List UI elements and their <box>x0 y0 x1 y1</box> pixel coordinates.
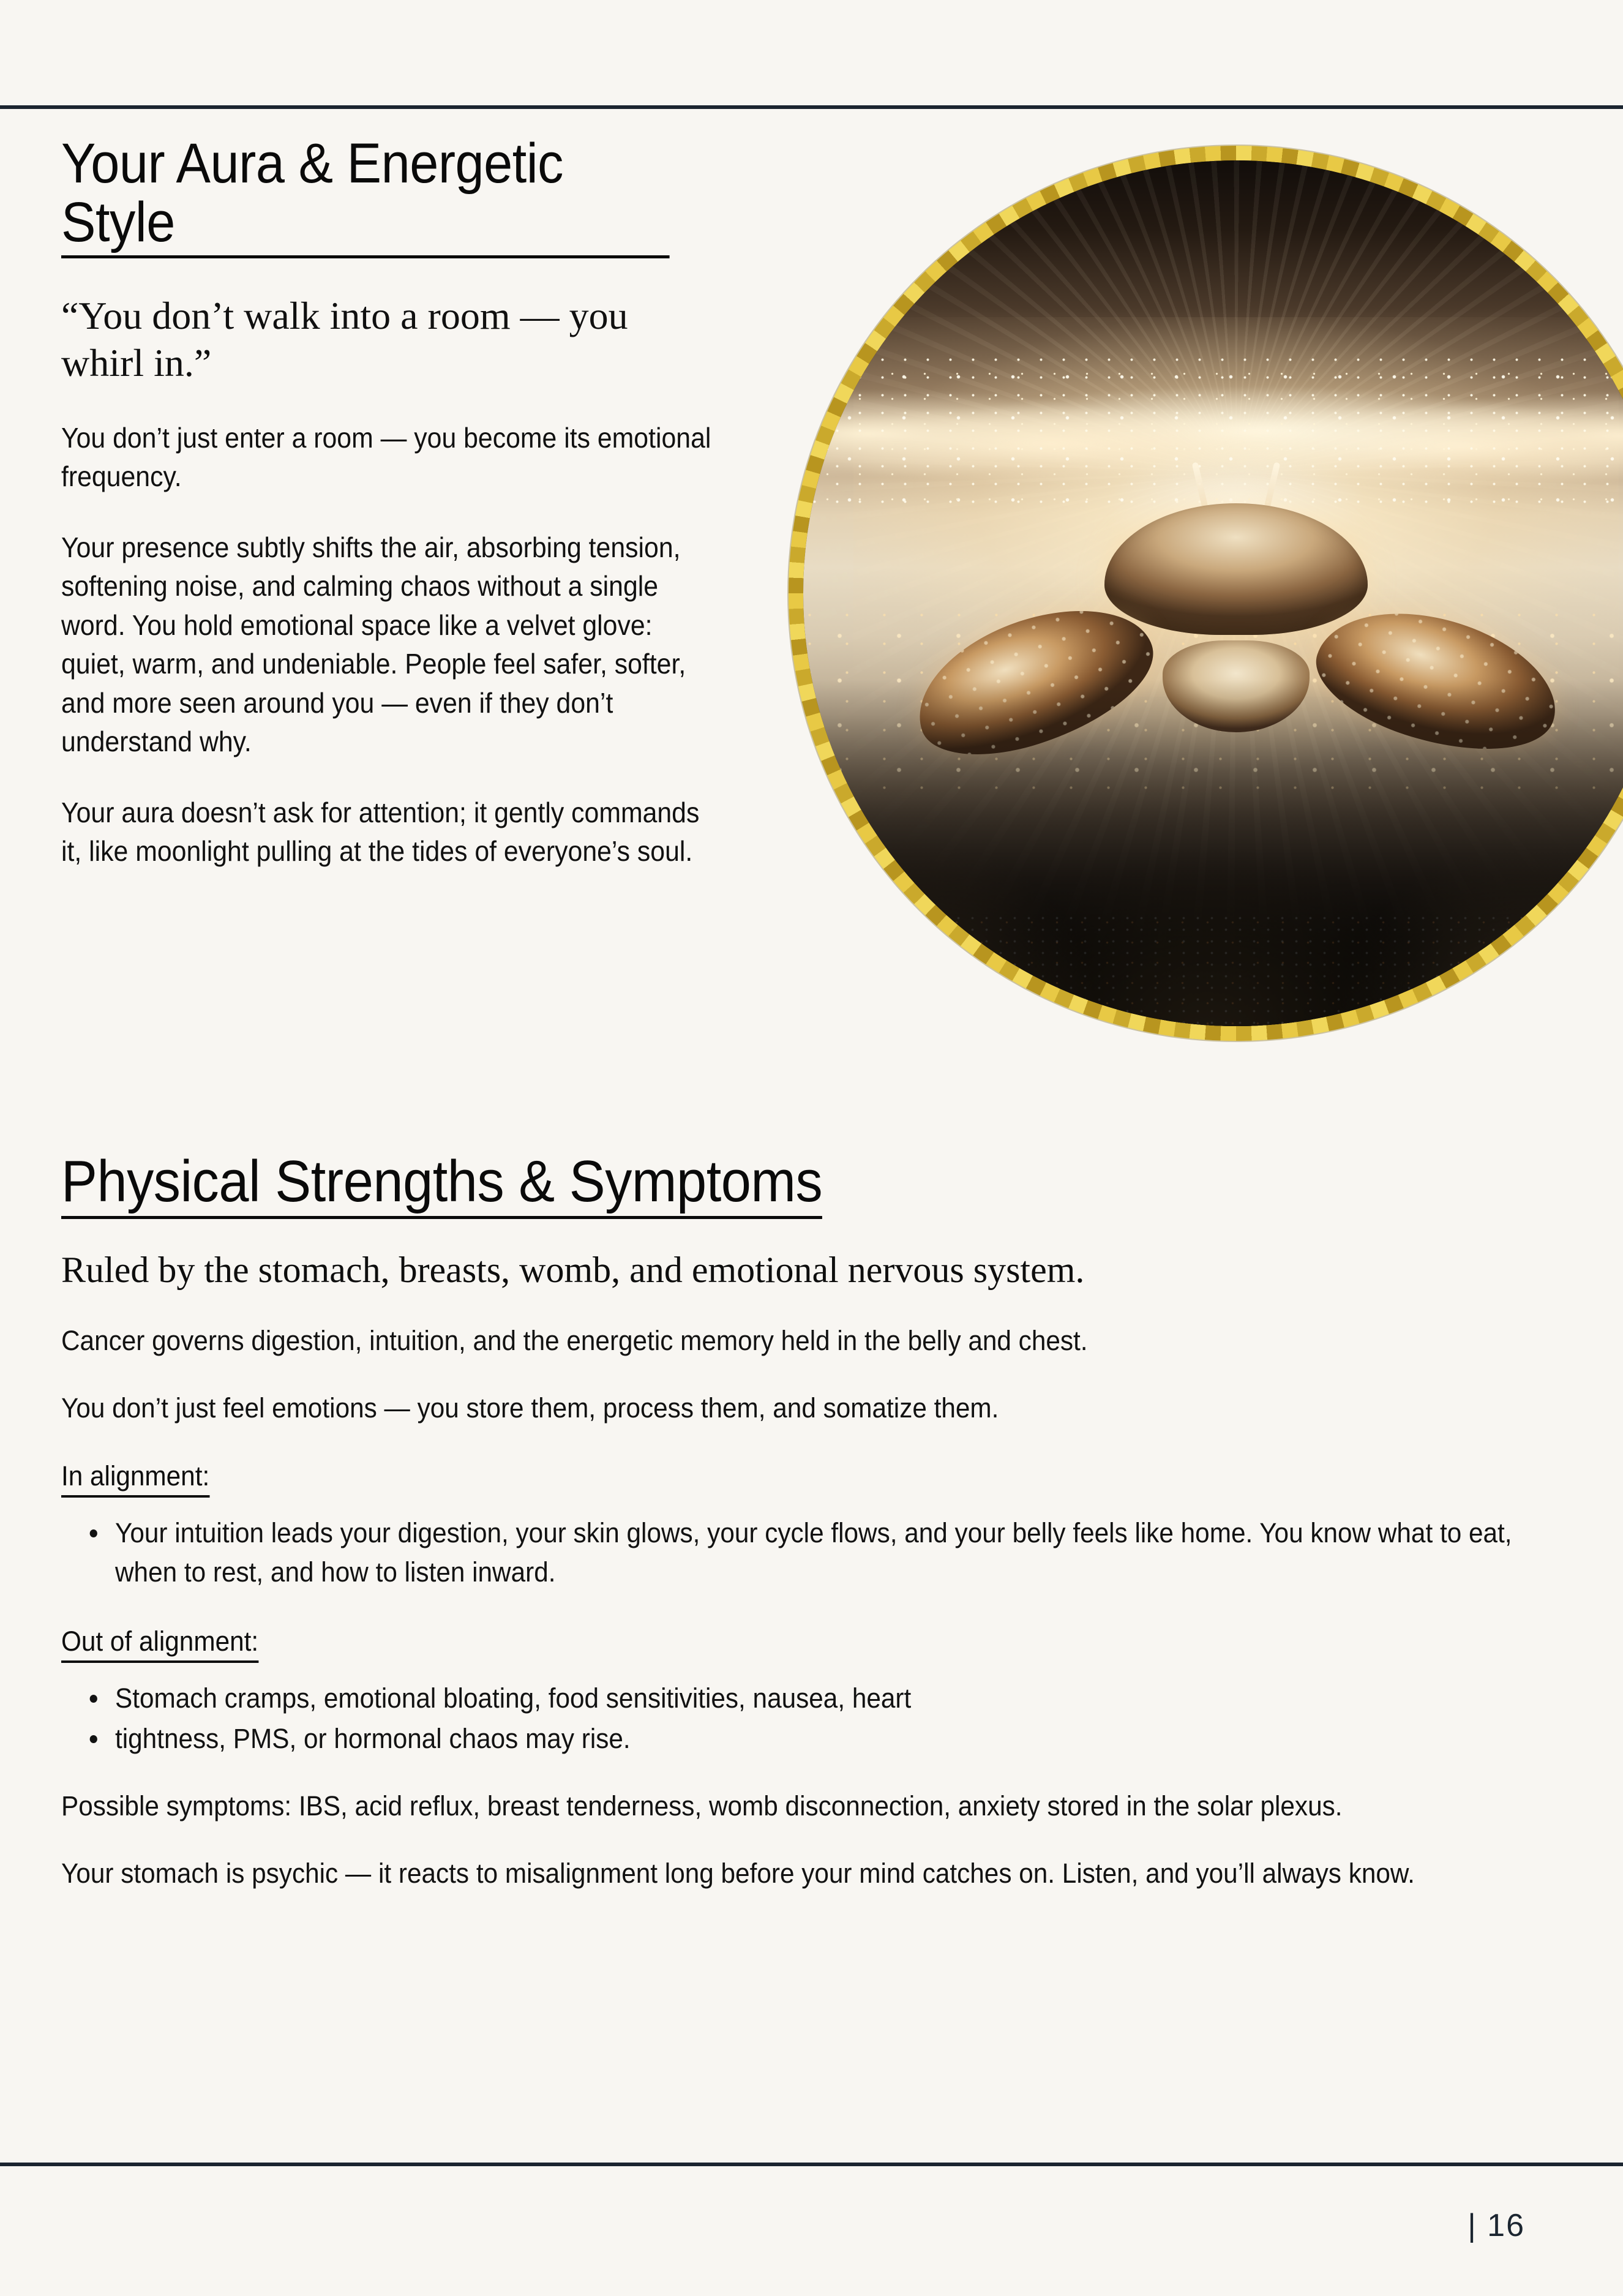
physical-closing-paragraph-2: Your stomach is psychic — it reacts to misalignment long before your mind catches on. Listen, and you’ll always know. <box>61 1858 1415 1889</box>
footer-rule <box>0 2163 1623 2166</box>
aura-paragraph-3: Your aura doesn’t ask for attention; it gently commands it, like moonlight pulling at the tides of everyone’s soul. <box>61 796 700 868</box>
physical-section-heading: Physical Strengths & Symptoms <box>61 1151 822 1219</box>
reef-texture <box>803 912 1623 1026</box>
aura-text-column <box>61 132 722 871</box>
aura-section-heading: Your Aura & Energetic Style <box>61 135 670 258</box>
aura-pull-quote: “You don’t walk into a room — you whirl in.” <box>61 294 628 385</box>
physical-intro-paragraph-1: Cancer governs digestion, intuition, and the energetic memory held in the belly and chest. <box>61 1324 1088 1356</box>
list-item: Stomach cramps, emotional bloating, food sensitivities, nausea, heart <box>115 1679 1554 1718</box>
in-alignment-list <box>61 1514 1573 1592</box>
physical-lede: Ruled by the stomach, breasts, womb, and emotional nervous system. <box>61 1249 1085 1290</box>
out-of-alignment-group <box>61 1593 1573 1758</box>
out-of-alignment-label: Out of alignment: <box>61 1624 258 1664</box>
page-number: | 16 <box>1467 2208 1525 2243</box>
in-alignment-group <box>61 1428 1573 1592</box>
physical-section <box>61 1151 1573 1893</box>
page-footer <box>0 2192 1623 2259</box>
list-item: tightness, PMS, or hormonal chaos may rise. <box>115 1719 1554 1758</box>
list-item: Your intuition leads your digestion, your skin glows, your cycle flows, and your belly feels like home. You know what to eat, when to rest, and how to listen inward. <box>115 1514 1554 1592</box>
aura-section <box>61 132 1567 871</box>
in-alignment-label: In alignment: <box>61 1458 209 1498</box>
out-of-alignment-list <box>61 1679 1573 1758</box>
aura-paragraph-1: You don’t just enter a room — you become its emotional frequency. <box>61 421 711 493</box>
physical-closing-paragraph-1: Possible symptoms: IBS, acid reflux, breast tenderness, womb disconnection, anxiety stored in the solar plexus. <box>61 1790 1343 1822</box>
aura-paragraph-2: Your presence subtly shifts the air, absorbing tension, softening noise, and calming chaos without a single word. You hold emotional space like a velvet glove: quiet, warm, and undeniable. People feel safer, softer, and more seen around you — even if they don’t understand why. <box>61 531 686 758</box>
physical-intro-paragraph-2: You don’t just feel emotions — you store them, process them, and somatize them. <box>61 1392 999 1424</box>
header-rule <box>0 105 1623 109</box>
